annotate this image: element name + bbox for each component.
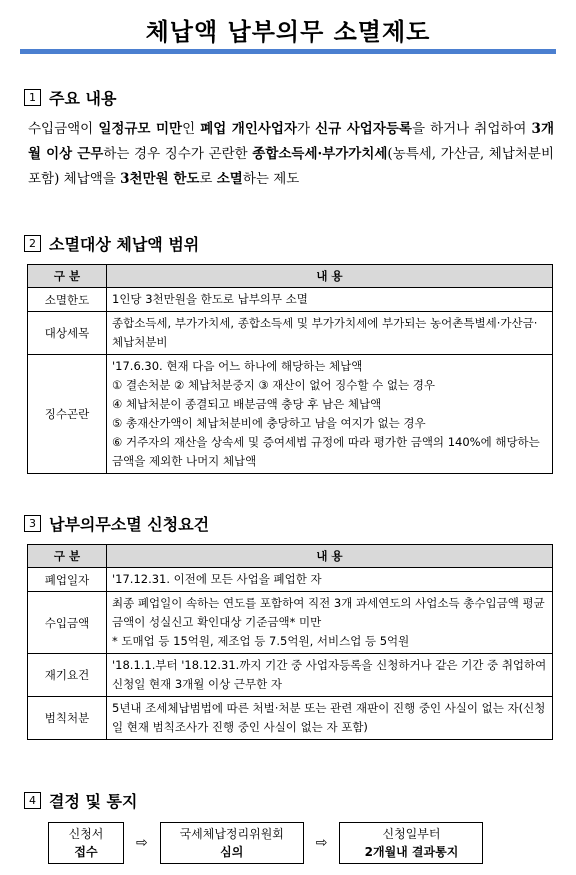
row-label: 수입금액 <box>28 592 107 654</box>
header-category: 구 분 <box>28 545 107 568</box>
header-content: 내 용 <box>107 545 553 568</box>
flow-step-top: 신청일부터 <box>382 827 441 841</box>
intro-bold: 일정규모 미만 <box>98 121 183 137</box>
section-title: 납부의무소멸 신청요건 <box>49 515 210 534</box>
row-content <box>107 654 553 697</box>
table-extinction-scope <box>27 264 553 474</box>
intro-text: 하는 제도 <box>242 171 300 187</box>
content-line: ① 결손처분 ② 체납처분중지 ③ 재산이 없어 징수할 수 없는 경우 <box>112 378 435 392</box>
row-content <box>107 288 553 312</box>
section-title: 결정 및 통지 <box>49 792 138 811</box>
section-2-heading <box>24 232 199 255</box>
section-number: 3 <box>24 515 41 532</box>
header-category: 구 분 <box>28 265 107 288</box>
flow-step-bottom: 접수 <box>74 845 98 859</box>
intro-bold: 3천만원 한도 <box>120 171 200 187</box>
section-number: 1 <box>24 89 41 106</box>
flow-step-notice <box>339 822 483 864</box>
row-label: 재기요건 <box>28 654 107 697</box>
table-row <box>28 592 553 654</box>
section-4-heading <box>24 789 137 812</box>
row-content <box>107 568 553 592</box>
flow-step-receipt <box>48 822 124 864</box>
content-line: 5년내 조세체납범법에 따른 처벌·처분 또는 관련 재판이 진행 중인 사실이 없는 자(신청일 현재 범칙조사가 진행 중인 사실이 없는 자 포함) <box>112 701 546 734</box>
flow-step-top: 국세체납정리위원회 <box>179 827 284 841</box>
row-label: 폐업일자 <box>28 568 107 592</box>
title-underline <box>20 49 556 54</box>
content-line: '17.6.30. 현재 다음 어느 하나에 해당하는 체납액 <box>112 359 363 373</box>
table-header-row <box>28 265 553 288</box>
table-row <box>28 568 553 592</box>
title-block <box>20 14 556 54</box>
intro-text: 을 하거나 취업하여 <box>411 121 532 137</box>
table-row <box>28 355 553 474</box>
row-content <box>107 592 553 654</box>
section-1-heading <box>24 86 116 109</box>
intro-bold: 3개월 이상 근무 <box>28 121 554 162</box>
process-flow <box>48 821 483 865</box>
intro-bold: 종합소득세·부가가치세 <box>252 146 388 162</box>
section-title: 주요 내용 <box>49 89 117 108</box>
header-content: 내 용 <box>107 265 553 288</box>
section-title: 소멸대상 체납액 범위 <box>49 235 200 254</box>
intro-text: 인 <box>182 121 201 137</box>
section-number: 4 <box>24 792 41 809</box>
section-3-heading <box>24 512 209 535</box>
page-title: 체납액 납부의무 소멸제도 <box>145 18 431 46</box>
intro-text: 수입금액이 <box>28 121 99 137</box>
table-row <box>28 312 553 355</box>
row-content <box>107 312 553 355</box>
content-line: 종합소득세, 부가가치세, 종합소득세 및 부가가치세에 부가되는 농어촌특별세·가산금·체납처분비 <box>112 316 538 349</box>
flow-step-review <box>160 822 304 864</box>
flow-step-top: 신청서 <box>68 827 104 841</box>
table-row <box>28 654 553 697</box>
right-arrow-icon: ⇨ <box>315 835 328 851</box>
section-number: 2 <box>24 235 41 252</box>
table-row <box>28 697 553 740</box>
content-line: ⑤ 총재산가액이 체납처분비에 충당하고 남을 여지가 없는 경우 <box>112 416 426 430</box>
content-line: 최종 폐업일이 속하는 연도를 포함하여 직전 3개 과세연도의 사업소득 총수입금액 평균금액이 성실신고 확인대상 기준금액* 미만 <box>112 596 545 629</box>
row-label: 범칙처분 <box>28 697 107 740</box>
intro-text: 로 <box>199 171 217 187</box>
content-line: ④ 체납처분이 종결되고 배분금액 충당 후 남은 체납액 <box>112 397 382 411</box>
intro-text: (농특세, 가산금, 체납처분비 포함) 체납액을 <box>28 146 555 187</box>
intro-paragraph <box>28 117 554 192</box>
row-label: 소멸한도 <box>28 288 107 312</box>
content-line: * 도매업 등 15억원, 제조업 등 7.5억원, 서비스업 등 5억원 <box>112 634 410 648</box>
content-line: '18.1.1.부터 '18.12.31.까지 기간 중 사업자등록을 신청하거나 같은 기간 중 취업하여 신청일 현재 3개월 이상 근무한 자 <box>112 658 547 691</box>
table-header-row <box>28 545 553 568</box>
row-content <box>107 355 553 474</box>
flow-step-bottom: 심의 <box>220 845 244 859</box>
table-application-requirements <box>27 544 553 740</box>
content-line: 1인당 3천만원을 한도로 납부의무 소멸 <box>112 292 308 306</box>
content-line: ⑥ 거주자의 재산을 상속세 및 증여세법 규정에 따라 평가한 금액의 140%에 해당하는 금액을 제외한 나머지 체납액 <box>112 435 540 468</box>
row-label: 대상세목 <box>28 312 107 355</box>
row-content <box>107 697 553 740</box>
intro-text: 가 <box>297 121 316 137</box>
flow-step-bottom: 2개월내 결과통지 <box>364 845 459 859</box>
intro-bold: 소멸 <box>216 171 243 187</box>
intro-text: 하는 경우 징수가 곤란한 <box>103 146 253 162</box>
right-arrow-icon: ⇨ <box>136 835 148 851</box>
row-label: 징수곤란 <box>28 355 107 474</box>
intro-bold: 신규 사업자등록 <box>315 121 412 137</box>
intro-bold: 폐업 개인사업자 <box>200 121 297 137</box>
table-row <box>28 288 553 312</box>
content-line: '17.12.31. 이전에 모든 사업을 폐업한 자 <box>112 572 322 586</box>
